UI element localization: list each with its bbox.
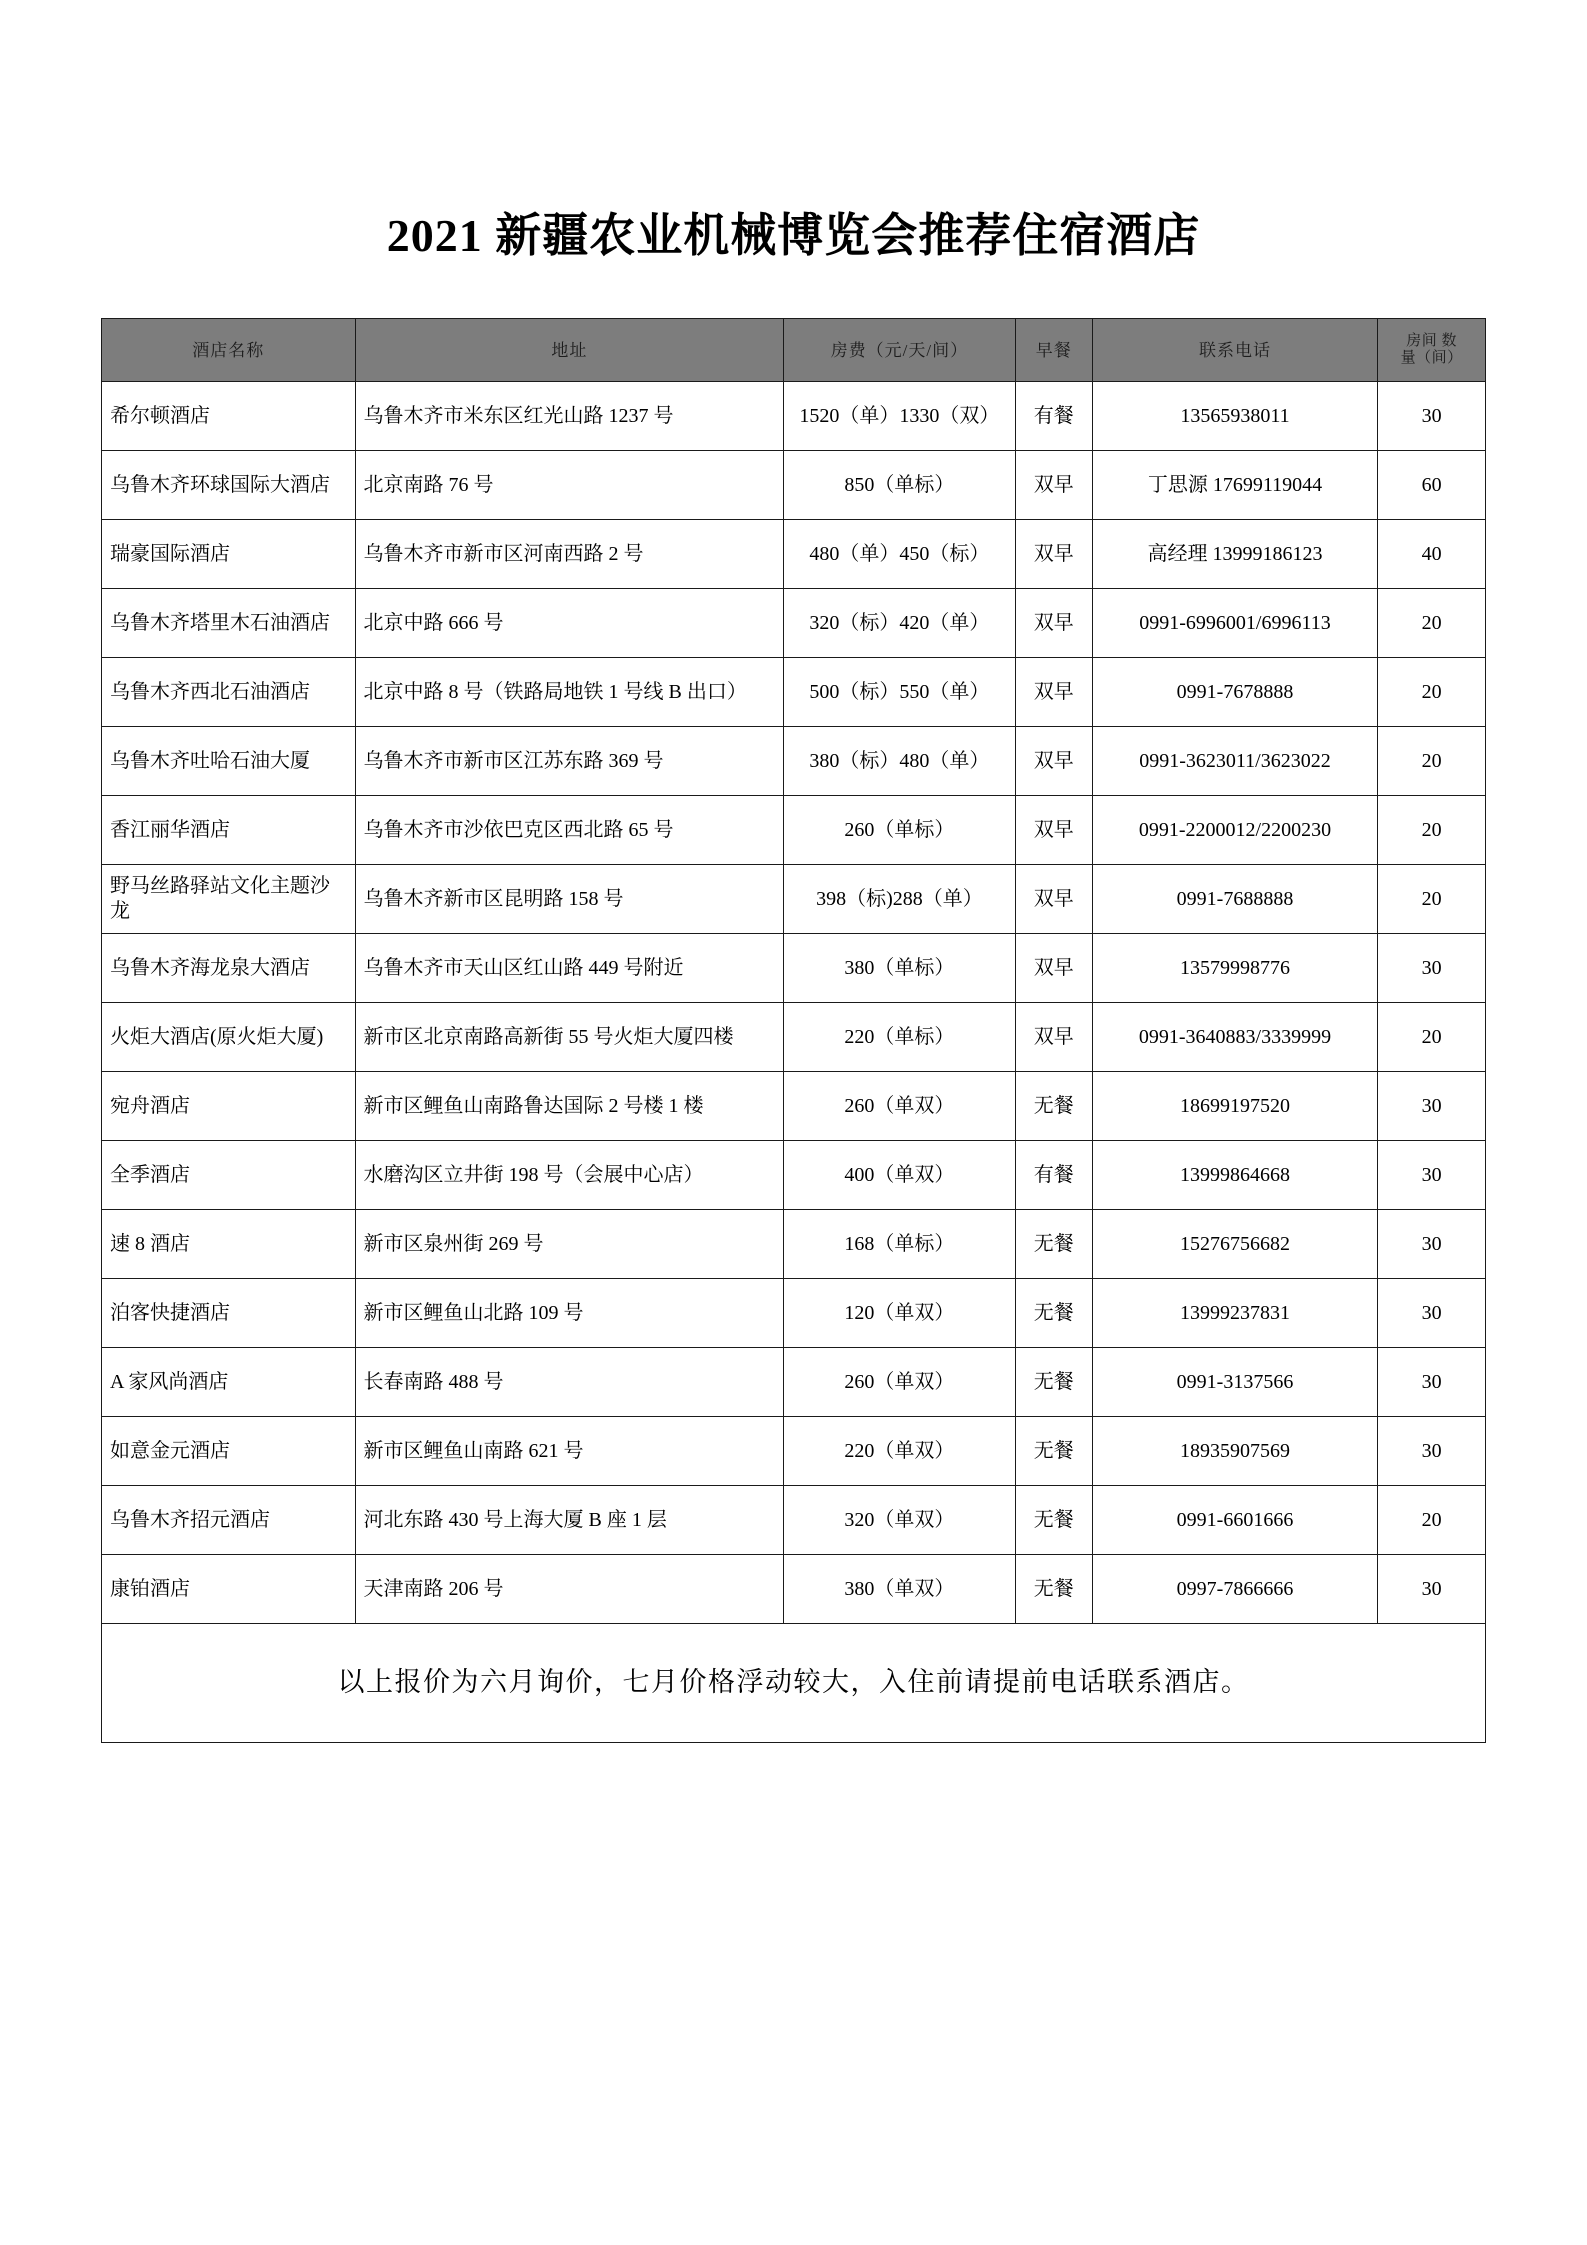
contact-phone-cell: 丁思源 17699119044 xyxy=(1092,451,1377,520)
table-row xyxy=(102,1003,1486,1072)
hotel-address-cell: 新市区北京南路高新街 55 号火炬大厦四楼 xyxy=(355,1003,784,1072)
room-count-cell: 20 xyxy=(1378,1003,1486,1072)
contact-phone-cell: 15276756682 xyxy=(1092,1210,1377,1279)
table-header xyxy=(102,319,1486,382)
hotel-name-cell: 全季酒店 xyxy=(102,1141,356,1210)
table-row xyxy=(102,520,1486,589)
hotel-address-cell: 北京中路 666 号 xyxy=(355,589,784,658)
hotel-name-cell: 乌鲁木齐招元酒店 xyxy=(102,1486,356,1555)
table-row xyxy=(102,1141,1486,1210)
room-price-cell: 850（单标） xyxy=(784,451,1015,520)
table-row xyxy=(102,934,1486,1003)
room-price-cell: 398（标)288（单） xyxy=(784,865,1015,934)
column-header-room-price: 房费（元/天/间） xyxy=(784,319,1015,382)
breakfast-cell: 双早 xyxy=(1015,865,1092,934)
room-count-cell: 20 xyxy=(1378,796,1486,865)
hotel-address-cell: 新市区鲤鱼山南路鲁达国际 2 号楼 1 楼 xyxy=(355,1072,784,1141)
table-footer xyxy=(102,1624,1486,1743)
recommended-hotels-table xyxy=(101,318,1486,1743)
table-body xyxy=(102,382,1486,1624)
column-header-room-count xyxy=(1378,319,1486,382)
breakfast-cell: 无餐 xyxy=(1015,1417,1092,1486)
footer-note-row xyxy=(102,1624,1486,1743)
room-count-cell: 20 xyxy=(1378,1486,1486,1555)
hotel-name-cell: 泊客快捷酒店 xyxy=(102,1279,356,1348)
table-row xyxy=(102,865,1486,934)
room-count-cell: 30 xyxy=(1378,934,1486,1003)
room-price-cell: 480（单）450（标） xyxy=(784,520,1015,589)
hotel-table-container xyxy=(101,318,1486,1743)
contact-phone-cell: 0991-7688888 xyxy=(1092,865,1377,934)
hotel-name-cell: 野马丝路驿站文化主题沙龙 xyxy=(102,865,356,934)
breakfast-cell: 无餐 xyxy=(1015,1210,1092,1279)
hotel-address-cell: 新市区鲤鱼山南路 621 号 xyxy=(355,1417,784,1486)
table-row xyxy=(102,1486,1486,1555)
room-count-cell: 20 xyxy=(1378,865,1486,934)
table-row xyxy=(102,382,1486,451)
breakfast-cell: 双早 xyxy=(1015,727,1092,796)
contact-phone-cell: 13999864668 xyxy=(1092,1141,1377,1210)
hotel-address-cell: 乌鲁木齐市沙依巴克区西北路 65 号 xyxy=(355,796,784,865)
hotel-address-cell: 河北东路 430 号上海大厦 B 座 1 层 xyxy=(355,1486,784,1555)
hotel-address-cell: 乌鲁木齐新市区昆明路 158 号 xyxy=(355,865,784,934)
breakfast-cell: 有餐 xyxy=(1015,382,1092,451)
room-count-cell: 20 xyxy=(1378,658,1486,727)
table-row xyxy=(102,1348,1486,1417)
hotel-name-cell: 如意金元酒店 xyxy=(102,1417,356,1486)
breakfast-cell: 双早 xyxy=(1015,589,1092,658)
column-header-address: 地址 xyxy=(355,319,784,382)
room-count-cell: 40 xyxy=(1378,520,1486,589)
room-price-cell: 220（单标） xyxy=(784,1003,1015,1072)
hotel-name-cell: 乌鲁木齐海龙泉大酒店 xyxy=(102,934,356,1003)
room-price-cell: 220（单双） xyxy=(784,1417,1015,1486)
hotel-name-cell: 乌鲁木齐吐哈石油大厦 xyxy=(102,727,356,796)
hotel-name-cell: 康铂酒店 xyxy=(102,1555,356,1624)
hotel-name-cell: 宛舟酒店 xyxy=(102,1072,356,1141)
page-title: 2021 新疆农业机械博览会推荐住宿酒店 xyxy=(386,210,1201,261)
hotel-address-cell: 长春南路 488 号 xyxy=(355,1348,784,1417)
column-header-contact-phone: 联系电话 xyxy=(1092,319,1377,382)
contact-phone-cell: 13579998776 xyxy=(1092,934,1377,1003)
breakfast-cell: 无餐 xyxy=(1015,1486,1092,1555)
room-price-cell: 320（单双） xyxy=(784,1486,1015,1555)
contact-phone-cell: 13999237831 xyxy=(1092,1279,1377,1348)
table-row xyxy=(102,1072,1486,1141)
contact-phone-cell: 0991-7678888 xyxy=(1092,658,1377,727)
room-count-cell: 30 xyxy=(1378,1279,1486,1348)
hotel-name-cell: 火炬大酒店(原火炬大厦) xyxy=(102,1003,356,1072)
breakfast-cell: 双早 xyxy=(1015,451,1092,520)
hotel-address-cell: 水磨沟区立井街 198 号（会展中心店） xyxy=(355,1141,784,1210)
hotel-address-cell: 北京中路 8 号（铁路局地铁 1 号线 B 出口） xyxy=(355,658,784,727)
table-row xyxy=(102,1555,1486,1624)
room-count-cell: 30 xyxy=(1378,1210,1486,1279)
contact-phone-cell: 18935907569 xyxy=(1092,1417,1377,1486)
breakfast-cell: 无餐 xyxy=(1015,1279,1092,1348)
room-count-cell: 20 xyxy=(1378,589,1486,658)
table-row xyxy=(102,1417,1486,1486)
table-row xyxy=(102,796,1486,865)
breakfast-cell: 双早 xyxy=(1015,658,1092,727)
table-row xyxy=(102,451,1486,520)
room-count-cell: 30 xyxy=(1378,382,1486,451)
room-price-cell: 260（单双） xyxy=(784,1348,1015,1417)
hotel-address-cell: 乌鲁木齐市新市区河南西路 2 号 xyxy=(355,520,784,589)
table-row xyxy=(102,658,1486,727)
room-price-cell: 380（单双） xyxy=(784,1555,1015,1624)
contact-phone-cell: 0991-6996001/6996113 xyxy=(1092,589,1377,658)
breakfast-cell: 双早 xyxy=(1015,934,1092,1003)
column-header-breakfast: 早餐 xyxy=(1015,319,1092,382)
room-count-cell: 30 xyxy=(1378,1072,1486,1141)
hotel-address-cell: 新市区鲤鱼山北路 109 号 xyxy=(355,1279,784,1348)
contact-phone-cell: 18699197520 xyxy=(1092,1072,1377,1141)
column-header-hotel-name: 酒店名称 xyxy=(102,319,356,382)
hotel-address-cell: 天津南路 206 号 xyxy=(355,1555,784,1624)
room-count-cell: 20 xyxy=(1378,727,1486,796)
breakfast-cell: 无餐 xyxy=(1015,1348,1092,1417)
room-price-cell: 168（单标） xyxy=(784,1210,1015,1279)
breakfast-cell: 双早 xyxy=(1015,796,1092,865)
contact-phone-cell: 0991-3640883/3339999 xyxy=(1092,1003,1377,1072)
hotel-name-cell: 乌鲁木齐塔里木石油酒店 xyxy=(102,589,356,658)
contact-phone-cell: 13565938011 xyxy=(1092,382,1377,451)
hotel-name-cell: 乌鲁木齐西北石油酒店 xyxy=(102,658,356,727)
hotel-address-cell: 北京南路 76 号 xyxy=(355,451,784,520)
column-header-room-count-line2: 量（间） xyxy=(1400,350,1463,367)
breakfast-cell: 双早 xyxy=(1015,520,1092,589)
room-count-cell: 60 xyxy=(1378,451,1486,520)
contact-phone-cell: 0991-3137566 xyxy=(1092,1348,1377,1417)
table-row xyxy=(102,727,1486,796)
hotel-address-cell: 乌鲁木齐市米东区红光山路 1237 号 xyxy=(355,382,784,451)
table-row xyxy=(102,1210,1486,1279)
hotel-address-cell: 新市区泉州街 269 号 xyxy=(355,1210,784,1279)
column-header-room-count-line1: 房间 数 xyxy=(1406,332,1457,349)
contact-phone-cell: 0991-6601666 xyxy=(1092,1486,1377,1555)
room-price-cell: 500（标）550（单） xyxy=(784,658,1015,727)
room-price-cell: 260（单标） xyxy=(784,796,1015,865)
contact-phone-cell: 高经理 13999186123 xyxy=(1092,520,1377,589)
breakfast-cell: 无餐 xyxy=(1015,1555,1092,1624)
room-price-cell: 1520（单）1330（双） xyxy=(784,382,1015,451)
contact-phone-cell: 0991-2200012/2200230 xyxy=(1092,796,1377,865)
hotel-name-cell: 乌鲁木齐环球国际大酒店 xyxy=(102,451,356,520)
room-price-cell: 380（标）480（单） xyxy=(784,727,1015,796)
room-price-cell: 120（单双） xyxy=(784,1279,1015,1348)
hotel-name-cell: 希尔顿酒店 xyxy=(102,382,356,451)
breakfast-cell: 双早 xyxy=(1015,1003,1092,1072)
room-price-cell: 320（标）420（单） xyxy=(784,589,1015,658)
room-count-cell: 30 xyxy=(1378,1555,1486,1624)
room-price-cell: 260（单双） xyxy=(784,1072,1015,1141)
room-count-cell: 30 xyxy=(1378,1348,1486,1417)
hotel-name-cell: 香江丽华酒店 xyxy=(102,796,356,865)
table-header-row xyxy=(102,319,1486,382)
room-count-cell: 30 xyxy=(1378,1141,1486,1210)
contact-phone-cell: 0991-3623011/3623022 xyxy=(1092,727,1377,796)
breakfast-cell: 无餐 xyxy=(1015,1072,1092,1141)
hotel-name-cell: 瑞豪国际酒店 xyxy=(102,520,356,589)
breakfast-cell: 有餐 xyxy=(1015,1141,1092,1210)
hotel-name-cell: A 家风尚酒店 xyxy=(102,1348,356,1417)
contact-phone-cell: 0997-7866666 xyxy=(1092,1555,1377,1624)
hotel-address-cell: 乌鲁木齐市新市区江苏东路 369 号 xyxy=(355,727,784,796)
table-row xyxy=(102,589,1486,658)
table-row xyxy=(102,1279,1486,1348)
room-count-cell: 30 xyxy=(1378,1417,1486,1486)
footer-note: 以上报价为六月询价，七月价格浮动较大，入住前请提前电话联系酒店。 xyxy=(102,1624,1486,1743)
hotel-address-cell: 乌鲁木齐市天山区红山路 449 号附近 xyxy=(355,934,784,1003)
room-price-cell: 380（单标） xyxy=(784,934,1015,1003)
room-price-cell: 400（单双） xyxy=(784,1141,1015,1210)
hotel-name-cell: 速 8 酒店 xyxy=(102,1210,356,1279)
